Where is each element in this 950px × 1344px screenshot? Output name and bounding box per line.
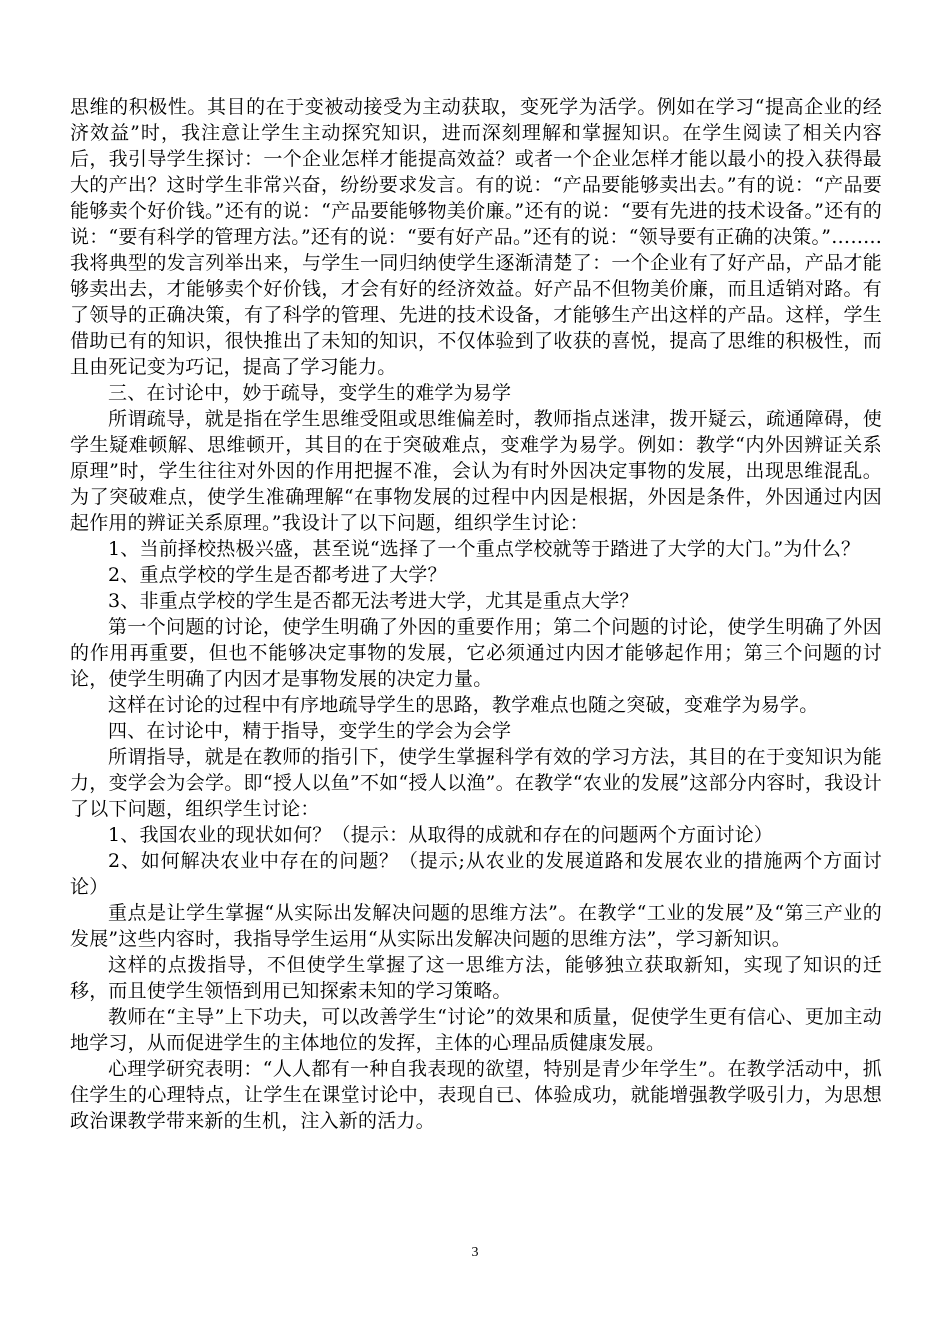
question-item: 1、当前择校热极兴盛，甚至说“选择了一个重点学校就等于踏进了大学的大门。”为什么？: [108, 538, 861, 560]
question-item: 2、如何解决农业中存在的问题？（提示;从农业的发展道路和发展农业的措施两个方面讨论）: [70, 850, 882, 898]
paragraph: 所谓指导，就是在教师的指引下，使学生掌握科学有效的学习方法，其目的在于变知识为能力，变学会为会学。即“授人以鱼”不如“授人以渔”。在教学“农业的发展”这部分内容时，我设计了以下问题，组织学生讨论：: [70, 746, 882, 820]
paragraph: 重点是让学生掌握“从实际出发解决问题的思维方法”。在教学“工业的发展”及“第三产业的发展”这些内容时，我指导学生运用“从实际出发解决问题的思维方法”，学习新知识。: [70, 902, 882, 950]
section-heading: 三、在讨论中，妙于疏导，变学生的难学为易学: [108, 382, 512, 404]
paragraph: 教师在“主导”上下功夫，可以改善学生“讨论”的效果和质量，促使学生更有信心、更加主动地学习，从而促进学生的主体地位的发挥，主体的心理品质健康发展。: [70, 1006, 882, 1054]
paragraph: 所谓疏导，就是指在学生思维受阻或思维偏差时，教师指点迷津，拨开疑云，疏通障碍，使学生疑难顿解、思维顿开，其目的在于突破难点，变难学为易学。例如：教学“内外因辨证关系原理”时，学生往往对外因的作用把握不准，会认为有时外因决定事物的发展，出现思维混乱。为了突破难点，使学生准确理解“在事物发展的过程中内因是根据，外因是条件，外因通过内因起作用的辨证关系原理。”我设计了以下问题，组织学生讨论：: [70, 408, 882, 534]
body-text: [70, 94, 882, 1134]
paragraph: 思维的积极性。其目的在于变被动接受为主动获取，变死学为活学。例如在学习“提高企业的经济效益”时，我注意让学生主动探究知识，进而深刻理解和掌握知识。在学生阅读了相关内容后，我引导学生探讨：一个企业怎样才能提高效益？或者一个企业怎样才能以最小的投入获得最大的产出？这时学生非常兴奋，纷纷要求发言。有的说：“产品要能够卖出去。”有的说：“产品要能够卖个好价钱。”还有的说：“产品要能够物美价廉。”还有的说：“要有先进的技术设备。”还有的说：“要有科学的管理方法。”还有的说：“要有好产品。”还有的说：“领导要有正确的决策。”……..我将典型的发言列举出来，与学生一同归纳使学生逐渐清楚了：一个企业有了好产品，产品才能够卖出去，才能够卖个好价钱，才会有好的经济效益。好产品不但物美价廉，而且适销对路。有了领导的正确决策，有了科学的管理、先进的技术设备，才能够生产出这样的产品。这样，学生借助已有的知识，很快推出了未知的知识，不仅体验到了收获的喜悦，提高了思维的积极性，而且由死记变为巧记，提高了学习能力。: [70, 96, 882, 378]
section-heading: 四、在讨论中，精于指导，变学生的学会为会学: [108, 720, 512, 742]
page-number: 3: [471, 1245, 479, 1260]
paragraph: 这样的点拨指导，不但使学生掌握了这一思维方法，能够独立获取新知，实现了知识的迁移，而且使学生领悟到用已知探索未知的学习策略。: [70, 954, 882, 1002]
question-item: 1、我国农业的现状如何？（提示：从取得的成就和存在的问题两个方面讨论）: [108, 824, 774, 846]
paragraph: 第一个问题的讨论，使学生明确了外因的重要作用；第二个问题的讨论，使学生明确了外因的作用再重要，但也不能够决定事物的发展，它必须通过内因才能够起作用；第三个问题的讨论，使学生明确了内因才是事物发展的决定力量。: [70, 616, 882, 690]
paragraph: 这样在讨论的过程中有序地疏导学生的思路，教学难点也随之突破，变难学为易学。: [108, 694, 819, 716]
question-item: 3、非重点学校的学生是否都无法考进大学，尤其是重点大学？: [108, 590, 639, 612]
paragraph: 心理学研究表明：“人人都有一种自我表现的欲望，特别是青少年学生”。在教学活动中，抓住学生的心理特点，让学生在课堂讨论中，表现自已、体验成功，就能增强教学吸引力，为思想政治课教学带来新的生机，注入新的活力。: [70, 1058, 882, 1132]
question-item: 2、重点学校的学生是否都考进了大学？: [108, 564, 447, 586]
